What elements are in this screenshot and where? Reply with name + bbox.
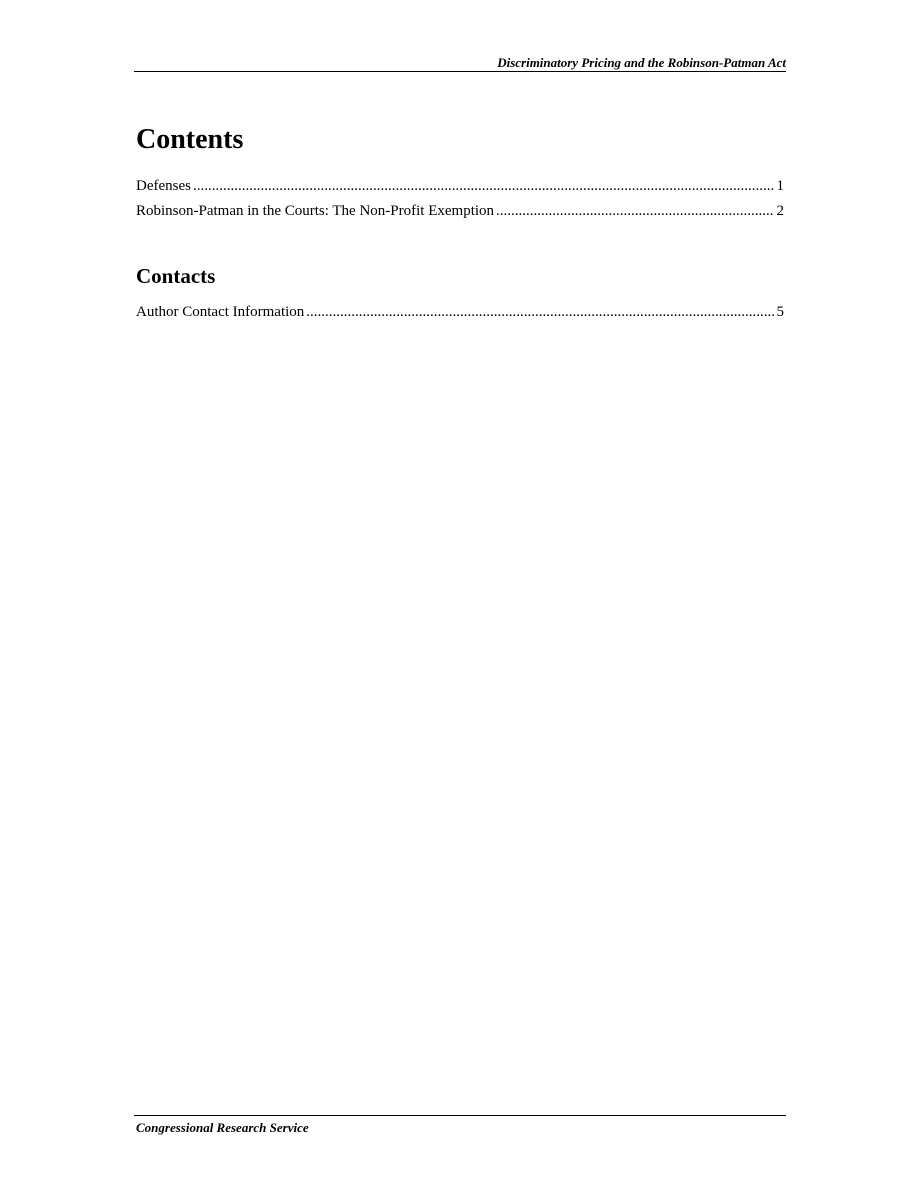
running-footer: Congressional Research Service [136, 1120, 309, 1135]
dot-leader [306, 303, 773, 321]
toc-entry-author-contact[interactable] [136, 303, 784, 328]
toc-entry-page: 5 [776, 304, 784, 320]
contacts-heading: Contacts [136, 264, 216, 288]
contents-list [136, 177, 784, 227]
toc-entry-page: 2 [776, 203, 784, 219]
toc-entry-label: Author Contact Information [136, 304, 305, 320]
running-header: Discriminatory Pricing and the Robinson-Patman Act [497, 55, 786, 70]
toc-entry-label: Defenses [136, 178, 191, 194]
toc-entry-non-profit-exemption[interactable] [136, 202, 784, 227]
contacts-list [136, 303, 784, 328]
dot-leader [193, 177, 774, 195]
footer-rule [134, 1115, 786, 1116]
header-rule [134, 71, 786, 72]
toc-entry-page: 1 [776, 178, 784, 194]
contents-heading: Contents [136, 124, 244, 155]
dot-leader [496, 202, 773, 220]
toc-entry-defenses[interactable] [136, 177, 784, 202]
toc-entry-label: Robinson-Patman in the Courts: The Non-Profit Exemption [136, 203, 495, 219]
